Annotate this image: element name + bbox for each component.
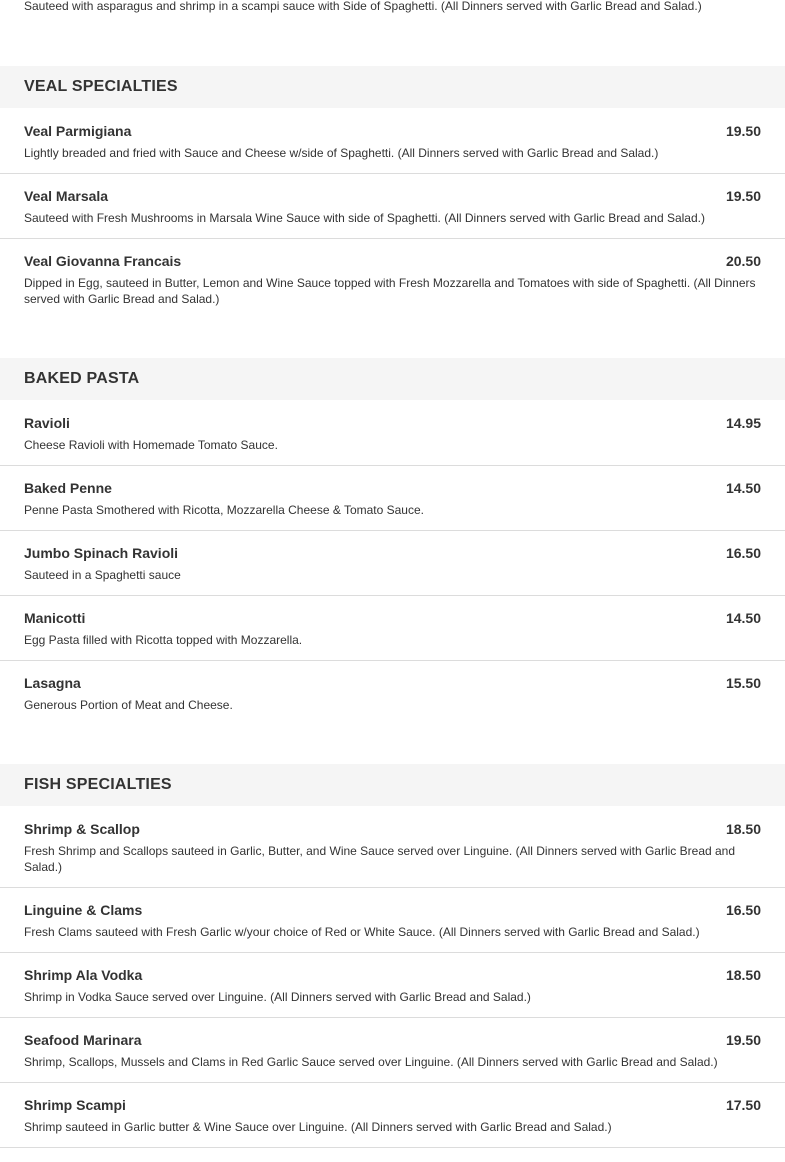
- section-header-veal-specialties: [0, 66, 785, 108]
- menu-item[interactable]: [0, 530, 785, 596]
- item-description: Shrimp sauteed in Garlic butter & Wine Sauce over Linguine. (All Dinners served with Garlic Bread and Salad.): [24, 1120, 612, 1134]
- item-price: 16.50: [725, 902, 761, 918]
- menu-item[interactable]: [0, 173, 785, 239]
- item-name: Veal Parmigiana: [24, 123, 132, 139]
- item-description: Penne Pasta Smothered with Ricotta, Mozzarella Cheese & Tomato Sauce.: [24, 503, 424, 517]
- menu-item[interactable]: [0, 1017, 785, 1083]
- item-price: 19.50: [725, 188, 761, 204]
- menu-item[interactable]: [0, 806, 785, 888]
- menu-item[interactable]: [0, 400, 785, 466]
- item-name: Ravioli: [24, 415, 70, 431]
- item-name: Baked Penne: [24, 480, 112, 496]
- menu-item[interactable]: [0, 1082, 785, 1148]
- item-price: 15.50: [725, 675, 761, 691]
- menu-item[interactable]: [0, 595, 785, 661]
- item-description: Sauteed in a Spaghetti sauce: [24, 568, 181, 582]
- item-price: 19.50: [725, 123, 761, 139]
- menu-item[interactable]: [0, 952, 785, 1018]
- item-description: Egg Pasta filled with Ricotta topped with Mozzarella.: [24, 633, 303, 647]
- item-description: Sauteed with asparagus and shrimp in a scampi sauce with Side of Spaghetti. (All Dinners served with Garlic Bread and Salad.): [24, 0, 702, 13]
- section-title: BAKED PASTA: [24, 370, 140, 387]
- item-price: 14.50: [725, 480, 761, 496]
- menu-item[interactable]: [0, 887, 785, 953]
- item-price: 14.50: [725, 610, 761, 626]
- item-name: Shrimp Ala Vodka: [24, 967, 143, 983]
- item-name: Jumbo Spinach Ravioli: [24, 545, 179, 561]
- item-price: 18.50: [725, 821, 761, 837]
- item-name: Lasagna: [24, 675, 81, 691]
- item-price: 16.50: [725, 545, 761, 561]
- item-description: Dipped in Egg, sauteed in Butter, Lemon and Wine Sauce topped with Fresh Mozzarella and Tomatoes with side of Spaghetti. (All Dinners served with Garlic Bread and Salad.): [24, 276, 756, 306]
- item-description: Lightly breaded and fried with Sauce and Cheese w/side of Spaghetti. (All Dinners served with Garlic Bread and Salad.): [24, 146, 659, 160]
- item-name: Shrimp & Scallop: [24, 821, 140, 837]
- item-description: Generous Portion of Meat and Cheese.: [24, 698, 233, 712]
- item-description: Shrimp in Vodka Sauce served over Linguine. (All Dinners served with Garlic Bread and Salad.): [24, 990, 531, 1004]
- section-title: VEAL SPECIALTIES: [24, 78, 178, 95]
- item-price: 20.50: [725, 253, 761, 269]
- item-price: 18.50: [725, 967, 761, 983]
- item-description: Shrimp, Scallops, Mussels and Clams in Red Garlic Sauce served over Linguine. (All Dinners served with Garlic Bread and Salad.): [24, 1055, 718, 1069]
- item-description: Fresh Clams sauteed with Fresh Garlic w/your choice of Red or White Sauce. (All Dinners served with Garlic Bread and Salad.): [24, 925, 700, 939]
- item-name: Shrimp Scampi: [24, 1097, 126, 1113]
- item-description: Fresh Shrimp and Scallops sauteed in Garlic, Butter, and Wine Sauce served over Linguine. (All Dinners served with Garlic Bread and Salad.): [24, 844, 736, 874]
- section-header-fish-specialties: [0, 764, 785, 806]
- item-name: Manicotti: [24, 610, 86, 626]
- item-name: Seafood Marinara: [24, 1032, 142, 1048]
- section-title: FISH SPECIALTIES: [24, 776, 172, 793]
- item-price: 17.50: [725, 1097, 761, 1113]
- item-description: Sauteed with Fresh Mushrooms in Marsala Wine Sauce with side of Spaghetti. (All Dinners served with Garlic Bread and Salad.): [24, 211, 705, 225]
- item-name: Linguine & Clams: [24, 902, 143, 918]
- item-name: Veal Marsala: [24, 188, 109, 204]
- menu-item[interactable]: [0, 660, 785, 724]
- item-description: Cheese Ravioli with Homemade Tomato Sauce.: [24, 438, 278, 452]
- item-name: Veal Giovanna Francais: [24, 253, 182, 269]
- item-price: 14.95: [725, 415, 761, 431]
- item-price: 19.50: [725, 1032, 761, 1048]
- menu-item[interactable]: [0, 465, 785, 531]
- menu-item[interactable]: [0, 108, 785, 174]
- section-header-baked-pasta: [0, 358, 785, 400]
- menu-item[interactable]: [0, 238, 785, 318]
